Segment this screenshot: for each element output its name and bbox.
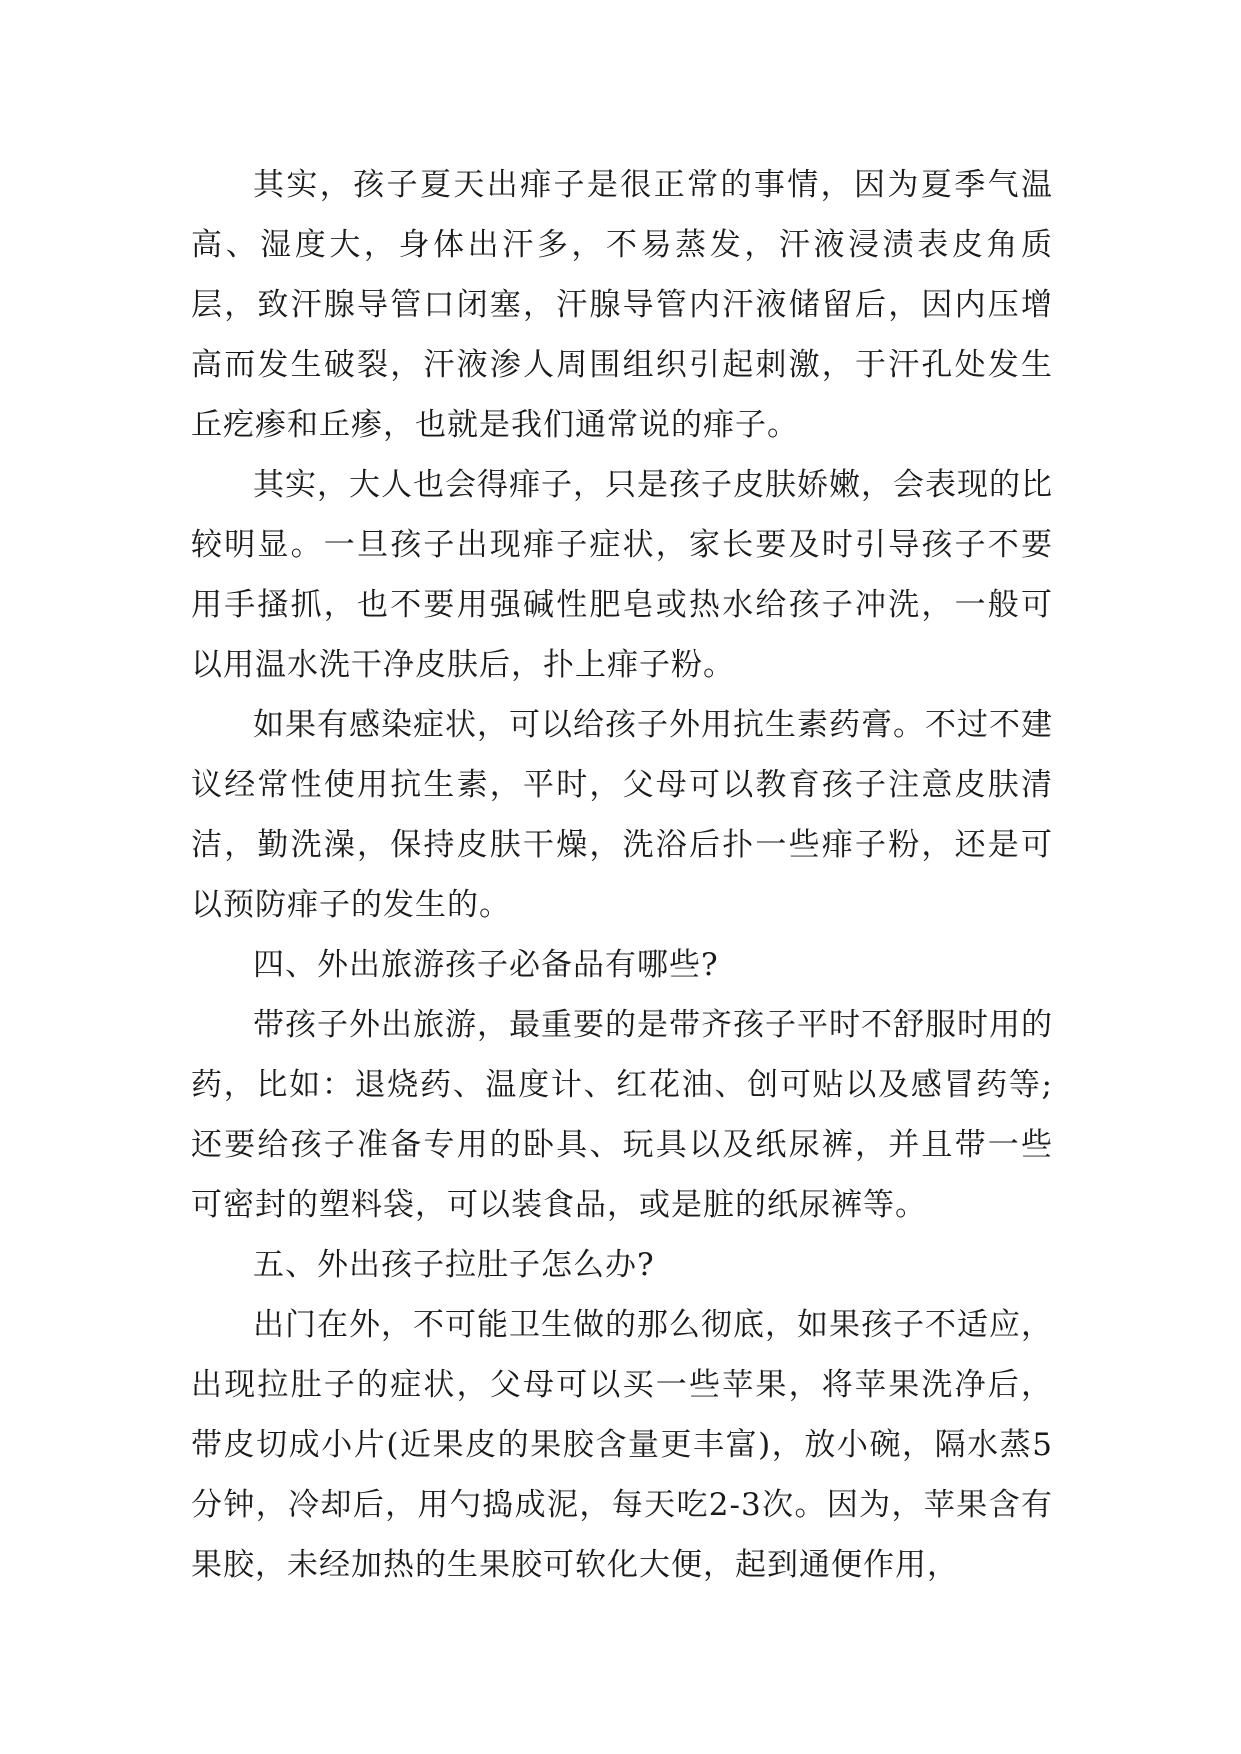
section-heading-travel-essentials: 四、外出旅游孩子必备品有哪些? (253, 947, 719, 983)
paragraph-adult-prickly-heat: 其实，大人也会得痱子，只是孩子皮肤娇嫩，会表现的比较明显。一旦孩子出现痱子症状，家长要及时引导孩子不要用手搔抓，也不要用强碱性肥皂或热水给孩子冲洗，一般可以用温水洗干净皮肤后，扑上痱子粉。 (191, 467, 1053, 683)
paragraph-travel-essentials: 带孩子外出旅游，最重要的是带齐孩子平时不舒服时用的药，比如：退烧药、温度计、红花油、创可贴以及感冒药等;还要给孩子准备专用的卧具、玩具以及纸尿裤，并且带一些可密封的塑料袋，可以装食品，或是脏的纸尿裤等。 (191, 1007, 1053, 1223)
document-body (191, 155, 1053, 1595)
paragraph-diarrhea-remedy: 出门在外，不可能卫生做的那么彻底，如果孩子不适应，出现拉肚子的症状，父母可以买一些苹果，将苹果洗净后，带皮切成小片(近果皮的果胶含量更丰富)，放小碗，隔水蒸5分钟，冷却后，用勺捣成泥，每天吃2-3次。因为，苹果含有果胶，未经加热的生果胶可软化大便，起到通便作用， (191, 1307, 1053, 1583)
paragraph-infection-treatment: 如果有感染症状，可以给孩子外用抗生素药膏。不过不建议经常性使用抗生素，平时，父母可以教育孩子注意皮肤清洁，勤洗澡，保持皮肤干燥，洗浴后扑一些痱子粉，还是可以预防痱子的发生的。 (191, 707, 1053, 923)
paragraph-prickly-heat-cause: 其实，孩子夏天出痱子是很正常的事情，因为夏季气温高、湿度大，身体出汗多，不易蒸发，汗液浸渍表皮角质层，致汗腺导管口闭塞，汗腺导管内汗液储留后，因内压增高而发生破裂，汗液渗人周围组织引起刺激，于汗孔处发生丘疙瘆和丘瘆，也就是我们通常说的痱子。 (191, 167, 1053, 443)
section-heading-diarrhea: 五、外出孩子拉肚子怎么办? (253, 1247, 655, 1283)
